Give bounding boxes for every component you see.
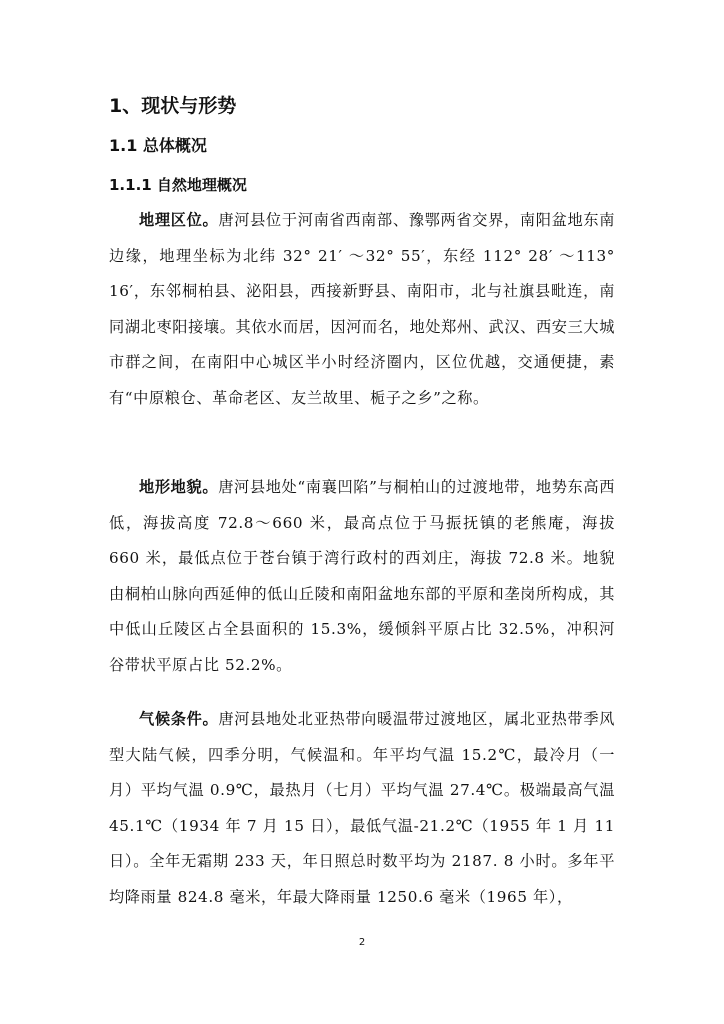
paragraph-geographic-location xyxy=(109,203,615,417)
paragraph-text: 唐河县地处“南襄凹陷”与桐柏山的过渡地带，地势东高西低，海拔高度 72.8～660 米，最高点位于马振抚镇的老熊庵，海拔 660 米，最低点位于苍台镇于湾行政村的西刘庄，海拔 72.8 米。地貌由桐柏山脉向西延伸的低山丘陵和南阳盆地东部的平原和垄岗所构成，其中低山丘陵区占全县面积的 15.3%，缓倾斜平原占比 32.5%，冲积河谷带状平原占比 52.2%。 xyxy=(109,478,616,674)
heading-level-2: 1.1 总体概况 xyxy=(109,136,207,155)
page-number: 2 xyxy=(358,937,366,948)
paragraph-lead: 地形地貌。 xyxy=(139,478,219,496)
heading-level-3: 1.1.1 自然地理概况 xyxy=(109,176,247,194)
paragraph-text: 唐河县地处北亚热带向暖温带过渡地区，属北亚热带季风型大陆气候，四季分明，气候温和。年平均气温 15.2℃，最冷月（一月）平均气温 0.9℃，最热月（七月）平均气温 27.4℃。极端最高气温 45.1℃（1934 年 7 月 15 日），最低气温-21.2℃（1955 年 1 月 11 日）。全年无霜期 233 天，年日照总时数平均为 2187. 8 小时。多年平均降雨量 824.8 毫米，年最大降雨量 1250.6 毫米（1965 年）， xyxy=(109,710,616,906)
paragraph-text: 唐河县位于河南省西南部、豫鄂两省交界，南阳盆地东南边缘，地理坐标为北纬 32° 21′ ～32° 55′，东经 112° 28′ ～113° 16′，东邻桐柏县、泌阳县，西接新野县、南阳市，北与社旗县毗连，南同湖北枣阳接壤。其依水而居，因河而名，地处郑州、武汉、西安三大城市群之间，在南阳中心城区半小时经济圈内，区位优越，交通便捷，素有“中原粮仓、革命老区、友兰故里、栀子之乡”之称。 xyxy=(109,211,616,407)
heading-level-1: 1、现状与形势 xyxy=(109,95,237,117)
paragraph-lead: 地理区位。 xyxy=(139,211,219,229)
paragraph-lead: 气候条件。 xyxy=(139,710,219,728)
paragraph-topography xyxy=(109,470,615,684)
paragraph-climate xyxy=(109,702,615,916)
